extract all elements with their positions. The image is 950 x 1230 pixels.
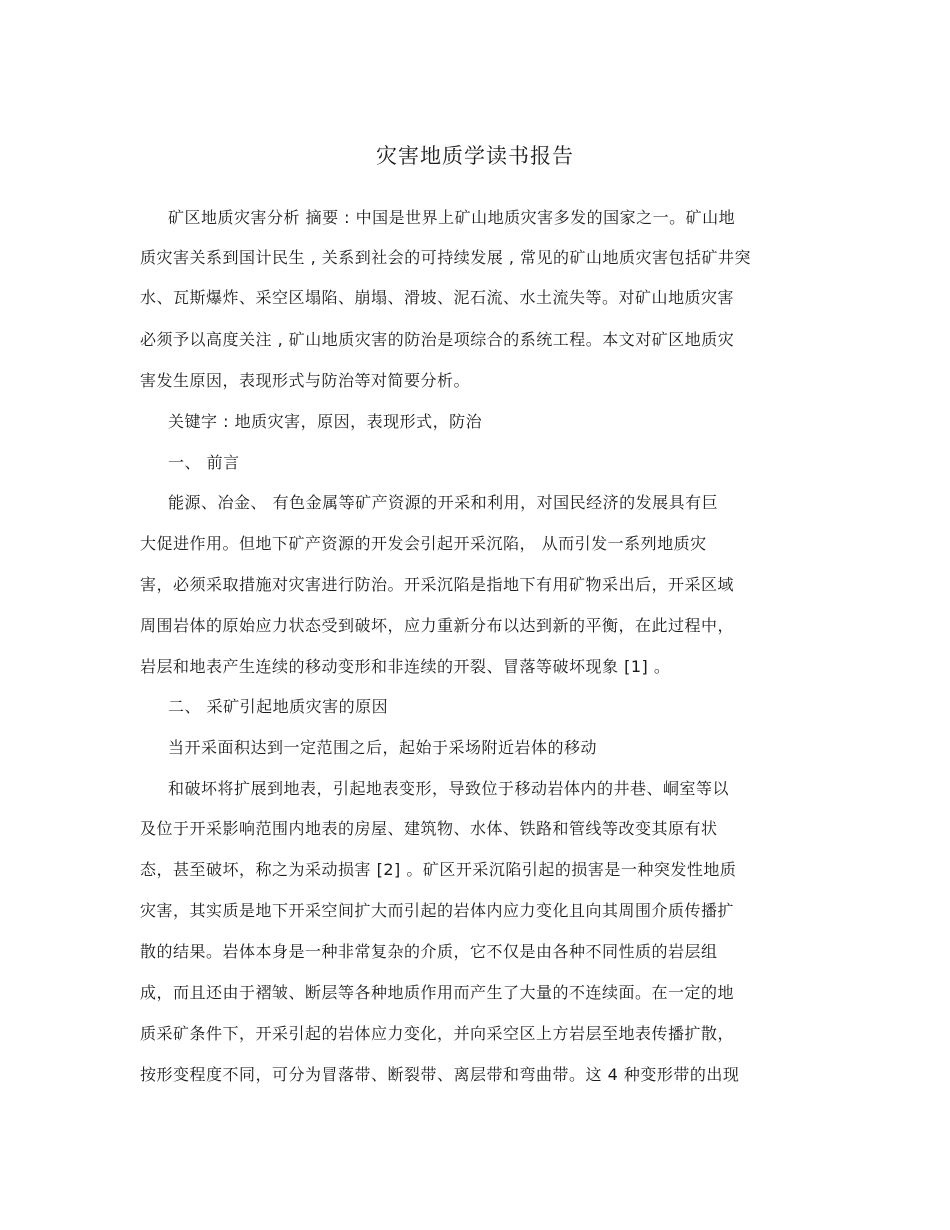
section-heading: 一、 前言 [168,453,240,472]
body-line: 必须予以高度关注 , 矿山地质灾害的防治是项综合的系统工程。本文对矿区地质灾 [140,330,735,349]
body-line: 质灾害关系到国计民生 , 关系到社会的可持续发展 , 常见的矿山地质灾害包括矿井突 [140,248,752,267]
body-line: 害发生原因，表现形式与防治等对简要分析。 [140,371,471,390]
body-line: 能源、冶金、 有色金属等矿产资源的开采和利用，对国民经济的发展具有巨 [168,493,719,512]
body-line: 成，而且还由于褶皱、断层等各种地质作用而产生了大量的不连续面。在一定的地 [140,983,735,1002]
body-line: 态，甚至破坏，称之为采动损害 [2] 。矿区开采沉陷引起的损害是一种突发性地质 [140,860,737,879]
body-line: 水、瓦斯爆炸、采空区塌陷、崩塌、滑坡、泥石流、水土流失等。对矿山地质灾害 [140,288,735,307]
body-line: 害，必须采取措施对灾害进行防治。开采沉陷是指地下有用矿物采出后，开采区域 [140,575,735,594]
section-heading: 二、 采矿引起地质灾害的原因 [168,697,389,716]
body-line: 岩层和地表产生连续的移动变形和非连续的开裂、冒落等破坏现象 [1] 。 [140,657,671,676]
body-line: 当开采面积达到一定范围之后，起始于采场附近岩体的移动 [168,738,598,757]
body-line: 大促进作用。但地下矿产资源的开发会引起开采沉陷， 从而引发一系列地质灾 [140,534,707,553]
body-line: 矿区地质灾害分析 摘要 : 中国是世界上矿山地质灾害多发的国家之一。矿山地 [168,208,736,227]
body-line: 质采矿条件下，开采引起的岩体应力变化，并向采空区上方岩层至地表传播扩散， [140,1024,735,1043]
body-line: 和破坏将扩展到地表，引起地表变形，导致位于移动岩体内的井巷、峒室等以 [168,779,730,798]
body-line: 按形变程度不同，可分为冒落带、断裂带、离层带和弯曲带。这 4 种变形带的出现 [140,1065,740,1084]
document-title: 灾害地质学读书报告 [376,144,574,168]
body-line: 散的结果。岩体本身是一种非常复杂的介质，它不仅是由各种不同性质的岩层组 [140,942,718,961]
body-line: 及位于开采影响范围内地表的房屋、建筑物、水体、铁路和管线等改变其原有状 [140,819,718,838]
keywords-line: 关键字 : 地质灾害，原因，表现形式，防治 [168,412,483,431]
body-line: 周围岩体的原始应力状态受到破坏，应力重新分布以达到新的平衡，在此过程中， [140,616,735,635]
body-line: 灾害，其实质是地下开采空间扩大而引起的岩体内应力变化且向其周围介质传播扩 [140,901,735,920]
